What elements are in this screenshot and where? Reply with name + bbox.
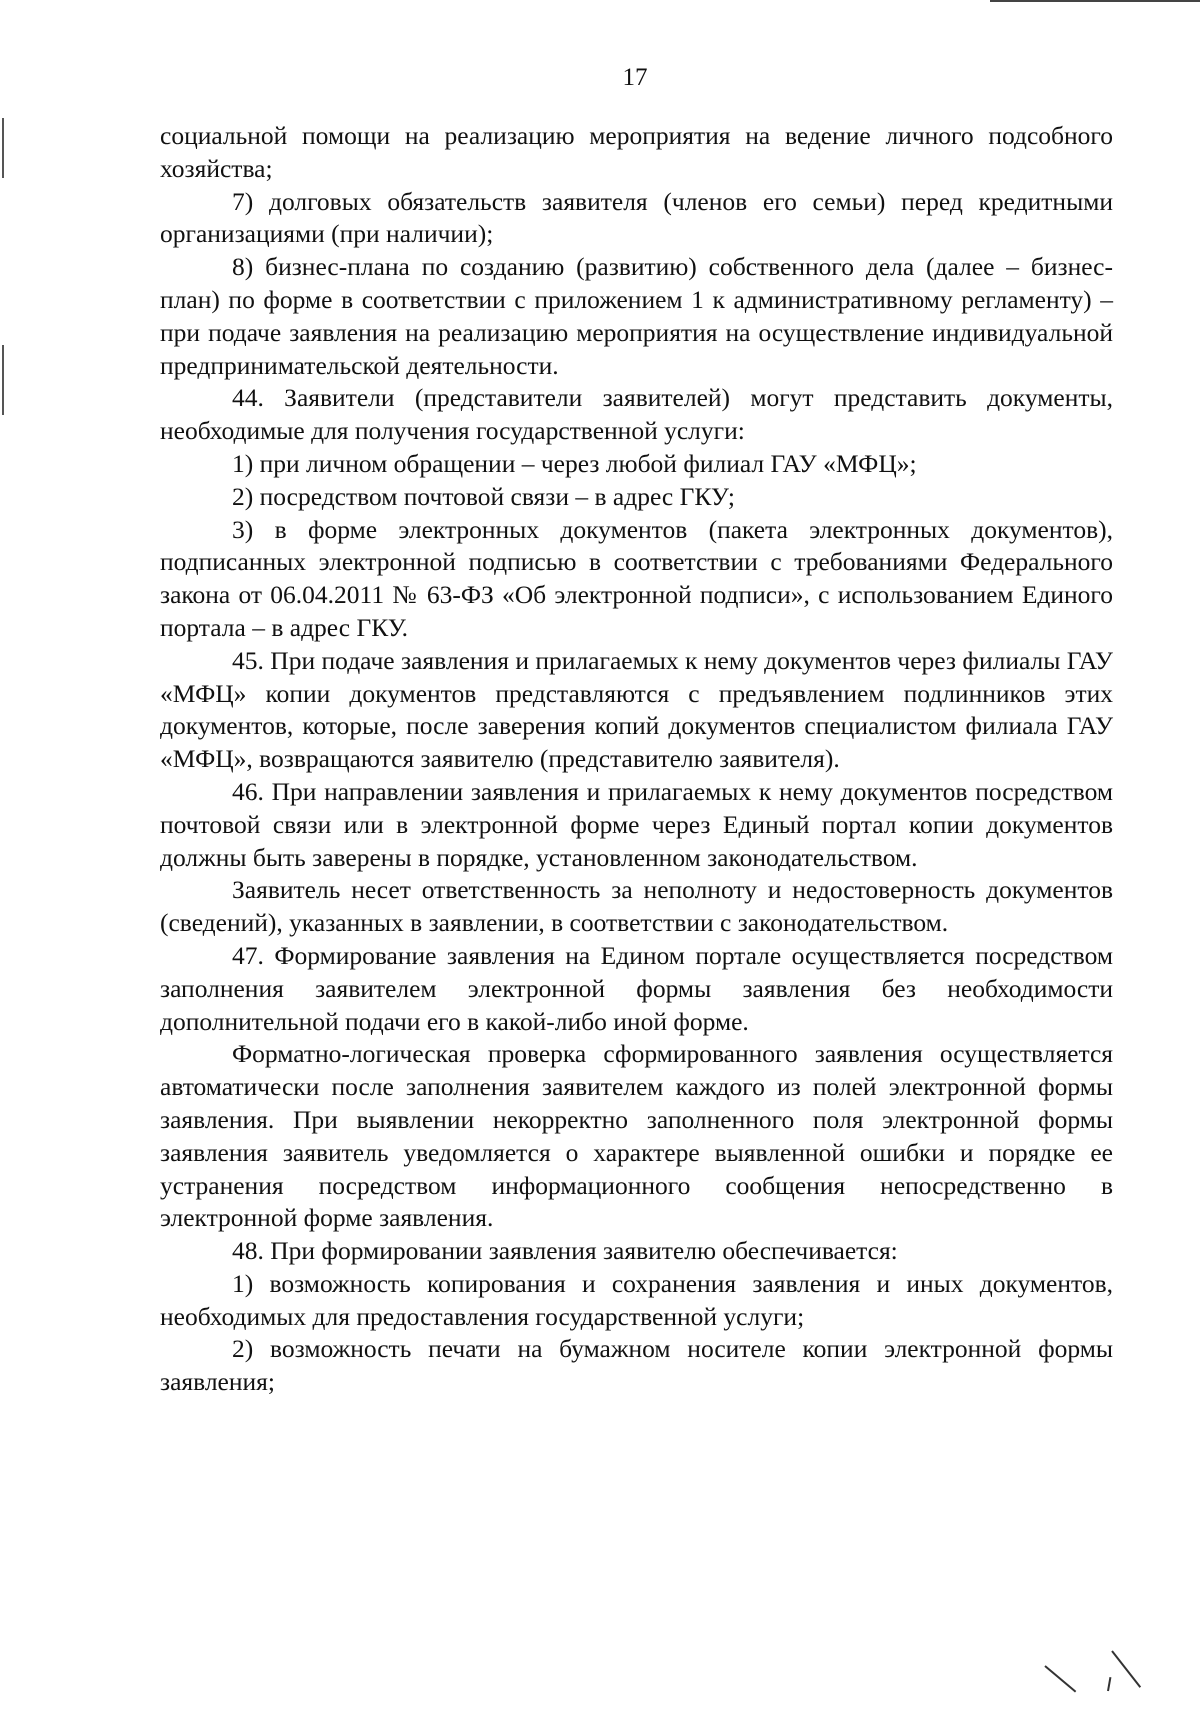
scan-corner-stroke — [1107, 1677, 1111, 1691]
scan-margin-mark — [2, 118, 4, 178]
clause-44-item-1: 1) при личном обращении – через любой филиал ГАУ «МФЦ»; — [232, 448, 917, 478]
scan-edge-line — [990, 0, 1200, 2]
clause-48-item-1: 1) возможность копирования и сохранения заявления и иных документов, необходимых для предоставления государственной услуги; — [160, 1268, 1113, 1331]
scan-corner-stroke — [1044, 1665, 1076, 1692]
clause-48: 48. При формировании заявления заявителю обеспечивается: — [232, 1236, 898, 1266]
scan-margin-mark — [2, 345, 4, 415]
clause-46: 46. При направлении заявления и прилагаемых к нему документов посредством почтовой связи или в электронной форме через Единый портал копии документов должны быть заверены в порядке, установленном законодательством. — [160, 776, 1113, 872]
clause-44: 44. Заявители (представители заявителей) могут представить документы, необходимые для получения государственной услуги: — [160, 383, 1113, 446]
list-item-7: 7) долговых обязательств заявителя (членов его семьи) перед кредитными организациями (при наличии); — [160, 186, 1113, 249]
clause-47: 47. Формирование заявления на Едином портале осуществляется посредством заполнения заявителем электронной формы заявления без необходимости дополнительной подачи его в какой-либо иной форме. — [160, 940, 1113, 1036]
clause-44-item-3: 3) в форме электронных документов (пакета электронных документов), подписанных электронной подписью в соответствии с требованиями Федерального закона от 06.04.2011 № 63-ФЗ «Об электронной подписи», с использованием Единого портала – в адрес ГКУ. — [160, 514, 1113, 642]
clause-44-item-2: 2) посредством почтовой связи – в адрес ГКУ; — [232, 481, 736, 511]
page-number: 17 — [622, 64, 648, 91]
clause-45: 45. При подаче заявления и прилагаемых к нему документов через филиалы ГАУ «МФЦ» копии документов представляются с предъявлением подлинников этих документов, которые, после заверения копий документов специалистом филиала ГАУ «МФЦ», возвращаются заявителю (представителю заявителя). — [160, 645, 1113, 774]
scan-corner-stroke — [1111, 1650, 1141, 1687]
clause-48-item-2: 2) возможность печати на бумажном носителе копии электронной формы заявления; — [160, 1334, 1113, 1397]
clause-46-responsibility: Заявитель несет ответственность за неполноту и недостоверность документов (сведений), указанных в заявлении, в соответствии с законодательством. — [160, 875, 1113, 938]
clause-47-validation: Форматно-логическая проверка сформированного заявления осуществляется автоматически после заполнения заявителем каждого из полей электронной формы заявления. При выявлении некорректно заполненного поля электронной формы заявления заявитель уведомляется о характере выявленной ошибки и порядке ее устранения посредством информационного сообщения непосредственно в электронной форме заявления. — [160, 1039, 1113, 1233]
document-text — [160, 120, 1113, 1399]
list-item-8: 8) бизнес-плана по созданию (развитию) собственного дела (далее – бизнес-план) по форме в соответствии с приложением 1 к административному регламенту) – при подаче заявления на реализацию мероприятия на осуществление индивидуальной предпринимательской деятельности. — [160, 252, 1113, 380]
paragraph-continuation: социальной помощи на реализацию мероприятия на ведение личного подсобного хозяйства; — [160, 121, 1113, 183]
